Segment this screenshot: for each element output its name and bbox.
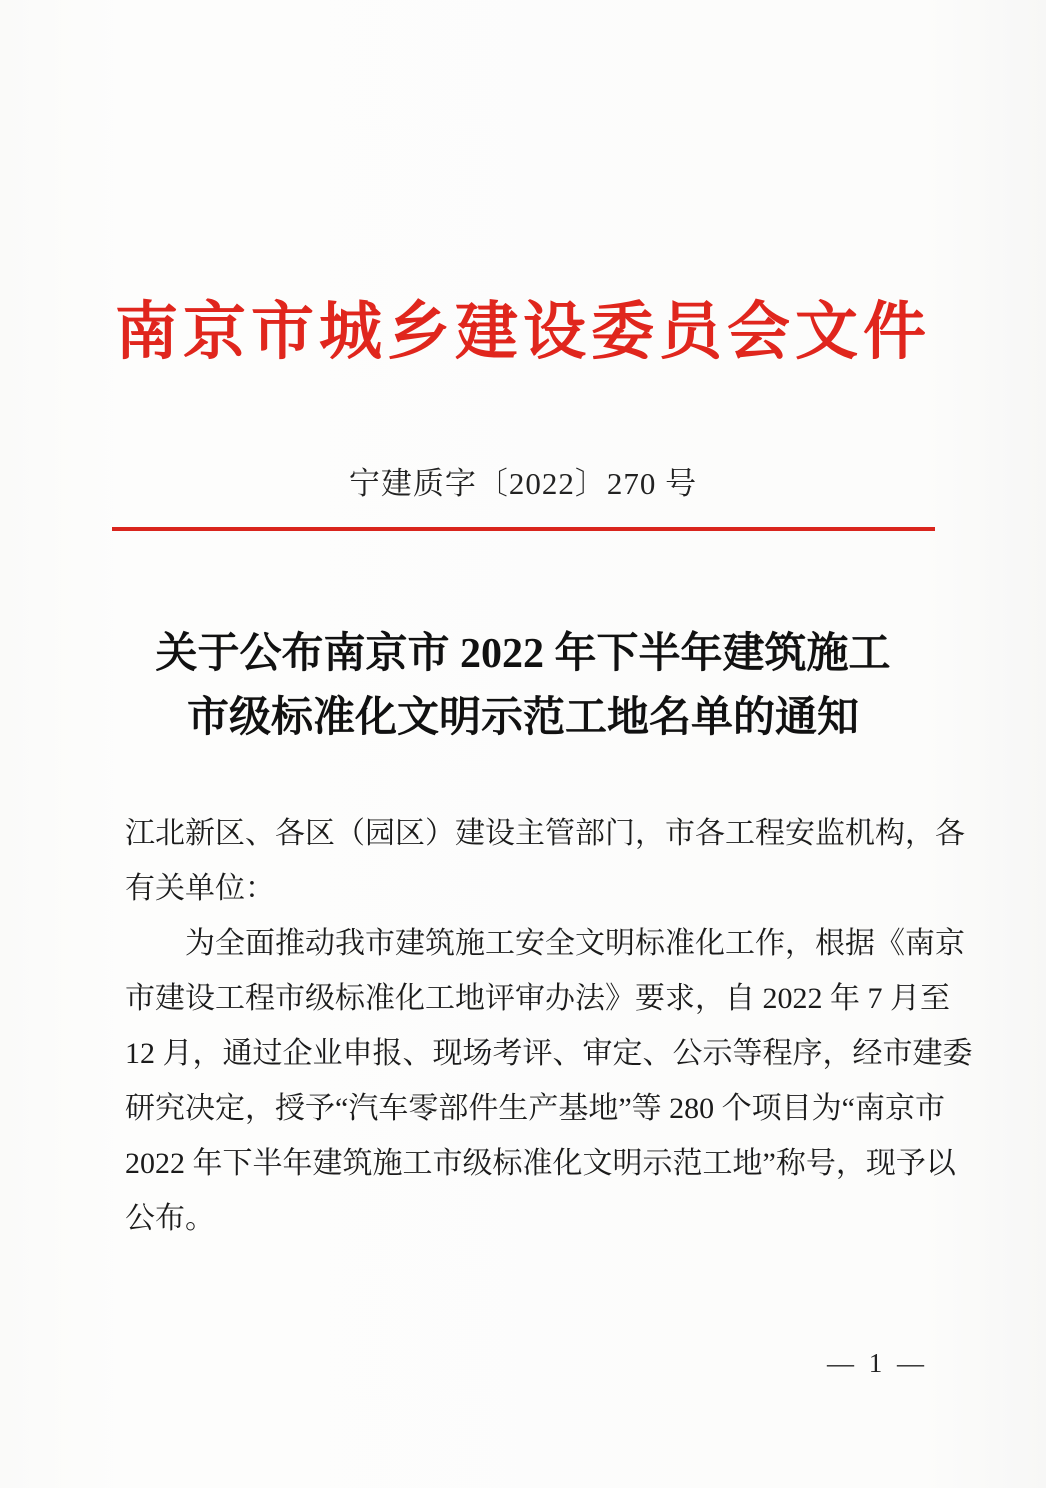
document-title-line-1: 关于公布南京市 2022 年下半年建筑施工 — [155, 631, 891, 677]
body-line: 江北新区、各区（园区）建设主管部门，市各工程安监机构，各 — [125, 817, 965, 850]
document-number: 宁建质字〔2022〕270 号 — [348, 466, 698, 501]
document-title — [0, 622, 1046, 750]
body-line: 有关单位： — [125, 872, 275, 905]
body-line: 公布。 — [125, 1202, 215, 1235]
body-line: 研究决定，授予“汽车零部件生产基地”等 280 个项目为“南京市 — [125, 1092, 945, 1125]
document-title-line-2: 市级标准化文明示范工地名单的通知 — [186, 695, 859, 741]
body-line: 12 月，通过企业申报、现场考评、审定、公示等程序，经市建委 — [125, 1037, 973, 1070]
body-line: 市建设工程市级标准化工地评审办法》要求，自 2022 年 7 月至 — [125, 982, 950, 1015]
red-divider-line — [112, 527, 935, 531]
body-line: 为全面推动我市建筑施工安全文明标准化工作，根据《南京 — [185, 927, 965, 960]
body-line: 2022 年下半年建筑施工市级标准化文明示范工地”称号，现予以 — [125, 1147, 956, 1180]
document-body — [125, 806, 973, 1246]
agency-header-title: 南京市城乡建设委员会文件 — [115, 297, 931, 367]
page-number: — 1 — — [827, 1348, 928, 1378]
